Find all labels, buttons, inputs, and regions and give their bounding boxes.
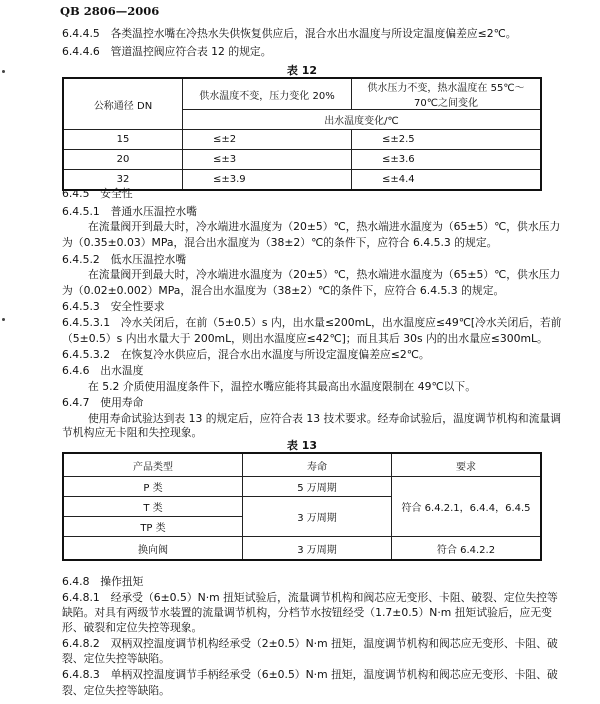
table-cell: ≤±3.9 <box>183 170 352 191</box>
table-12-caption: 表 12 <box>286 64 318 77</box>
section-6-4-8: 6.4.8 操作扭矩 <box>62 575 144 588</box>
clause-text: 裂、定位失控等缺陷。 <box>62 652 170 665</box>
table-row <box>63 477 541 497</box>
table-12-header-temperature: 供水压力不变，热水温度在 55℃～70℃之间变化 <box>352 78 542 110</box>
table-cell: ≤±2 <box>183 130 352 150</box>
table-row <box>63 170 541 191</box>
table-cell: ≤±4.4 <box>352 170 542 191</box>
section-6-4-7: 6.4.7 使用寿命 <box>62 396 144 409</box>
table-cell: 5 万周期 <box>243 477 392 497</box>
section-6-4-5-1: 6.4.5.1 普通水压温控水嘴 <box>62 205 197 218</box>
clause-6-4-4-5: 6.4.4.5 各类温控水嘴在冷热水失供恢复供应后，混合水出水温度与所设定温度偏差应≤2℃。 <box>62 27 517 40</box>
table-12-header-pressure: 供水温度不变，压力变化 20% <box>183 78 352 110</box>
table-cell: ≤±3.6 <box>352 150 542 170</box>
table-13-header-life: 寿命 <box>243 453 392 477</box>
table-cell: P 类 <box>63 477 243 497</box>
section-6-4-5-2: 6.4.5.2 低水压温控水嘴 <box>62 253 187 266</box>
table-cell: T 类 <box>63 497 243 517</box>
table-row <box>63 150 541 170</box>
clause-text: 缺陷。对具有两级节水装置的流量调节机构，分档节水按钮经受（1.7±0.5）N·m 扭矩试验后，应无变 <box>62 606 552 619</box>
clause-text: 6.4.8.3 单柄双控温度调节手柄经承受（6±0.5）N·m 扭矩，温度调节机构和阀芯应无变形、卡阻、破 <box>62 668 558 681</box>
table-cell: ≤±2.5 <box>352 130 542 150</box>
table-cell: 20 <box>63 150 183 170</box>
table-cell: 符合 6.4.2.2 <box>392 537 542 561</box>
table-12-header-dn: 公称通径 DN <box>63 78 183 130</box>
table-cell: TP 类 <box>63 517 243 537</box>
clause-6-4-4-6: 6.4.4.6 管道温控阀应符合表 12 的规定。 <box>62 45 272 58</box>
clause-text: （5±0.5）s 内出水量大于 200mL，则出水温度应≤42℃]；而且其后 30s 内的出水量应≤300mL。 <box>62 332 548 345</box>
clause-text: 节机构应无卡阻和失控现象。 <box>62 426 203 439</box>
clause-text: 为（0.02±0.002）MPa，混合出水温度为（38±2）℃的条件下，应符合 6.4.5.3 的规定。 <box>62 284 505 297</box>
table-cell: 3 万周期 <box>243 537 392 561</box>
clause-text: 在 5.2 介质使用温度条件下，温控水嘴应能将其最高出水温度限制在 49℃以下。 <box>88 380 477 393</box>
margin-mark <box>2 70 5 73</box>
table-13-header-type: 产品类型 <box>63 453 243 477</box>
clause-text: 使用寿命试验达到表 13 的规定后，应符合表 13 技术要求。经寿命试验后，温度调节机构和流量调 <box>88 412 562 425</box>
table-13 <box>62 452 542 561</box>
table-12-subheader: 出水温度变化/℃ <box>183 110 542 130</box>
standard-header: QB 2806—2006 <box>60 4 160 18</box>
clause-text: 6.4.5.3.2 在恢复冷水供应后，混合水出水温度与所设定温度偏差应≤2℃。 <box>62 348 430 361</box>
section-6-4-6: 6.4.6 出水温度 <box>62 364 144 377</box>
table-cell: 3 万周期 <box>243 497 392 537</box>
table-cell: 符合 6.4.2.1，6.4.4，6.4.5 <box>392 477 542 537</box>
clause-text: 6.4.8.2 双柄双控温度调节机构经承受（2±0.5）N·m 扭矩，温度调节机构和阀芯应无变形、卡阻、破 <box>62 637 558 650</box>
table-cell: 换向阀 <box>63 537 243 561</box>
clause-text: 裂、定位失控等缺陷。 <box>62 684 170 697</box>
table-cell: 32 <box>63 170 183 191</box>
table-cell: 15 <box>63 130 183 150</box>
section-6-4-5: 6.4.5 安全性 <box>62 187 133 200</box>
clause-text: 在流量阀开到最大时，冷水端进水温度为（20±5）℃，热水端进水温度为（65±5）℃，供水压力 <box>88 268 561 281</box>
clause-text: 6.4.8.1 经承受（6±0.5）N·m 扭矩试验后，流量调节机构和阀芯应无变形、卡阻、破裂、定位失控等 <box>62 591 558 604</box>
table-cell: ≤±3 <box>183 150 352 170</box>
clause-text: 为（0.35±0.03）MPa，混合出水温度为（38±2）℃的条件下，应符合 6.4.5.3 的规定。 <box>62 236 498 249</box>
clause-text: 6.4.5.3.1 冷水关闭后，在前（5±0.5）s 内，出水量≤200mL，出水温度应≤49℃[冷水关闭后，若前 <box>62 316 562 329</box>
section-6-4-5-3: 6.4.5.3 安全性要求 <box>62 300 165 313</box>
table-row <box>63 130 541 150</box>
clause-text: 在流量阀开到最大时，冷水端进水温度为（20±5）℃，热水端进水温度为（65±5）℃，供水压力 <box>88 220 561 233</box>
margin-mark <box>2 318 5 321</box>
table-13-caption: 表 13 <box>286 439 318 452</box>
table-12 <box>62 77 542 191</box>
clause-text: 形、破裂和定位失控等现象。 <box>62 621 203 634</box>
table-row <box>63 537 541 561</box>
table-13-header-requirement: 要求 <box>392 453 542 477</box>
